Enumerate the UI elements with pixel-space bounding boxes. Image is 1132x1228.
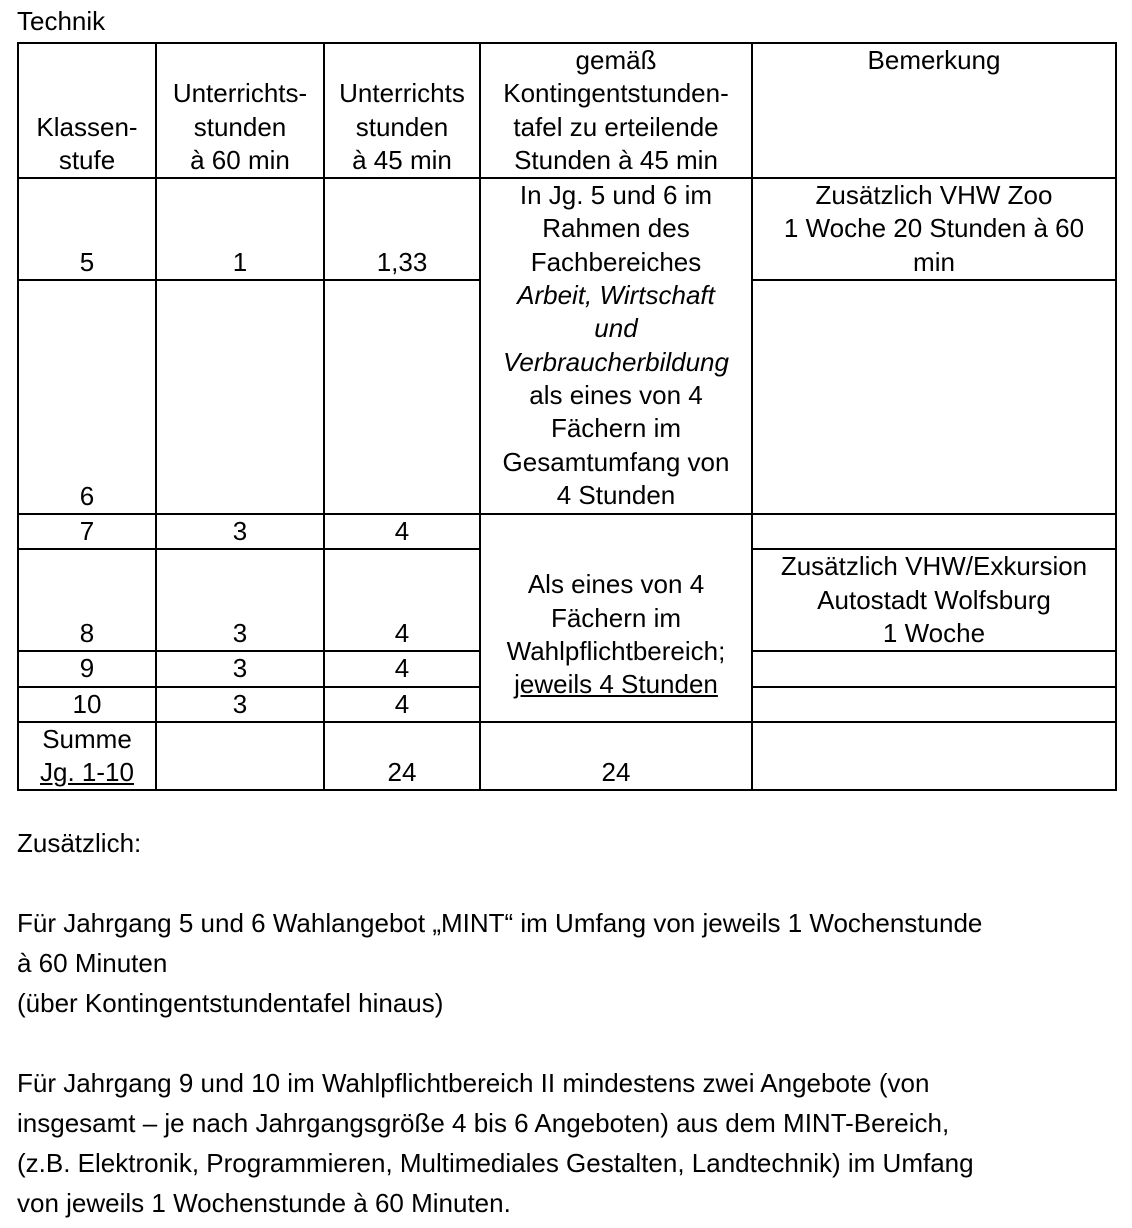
header-text: gemäß [575,45,657,75]
cell-kontingent: 24 [480,722,752,791]
cell-h45: 4 [324,651,480,686]
header-text: Unterrichts- [172,78,308,109]
notes-paragraph-line: Für Jahrgang 9 und 10 im Wahlpflichtbereich II mindestens zwei Angebote (von [17,1068,930,1098]
cell-text: Autostadt Wolfsburg [817,584,1051,615]
header-stunden-60 [156,43,324,178]
cell-text: Jg. 1-10 [40,757,134,788]
cell-stufe: 9 [18,651,156,686]
cell-h45: 4 [324,687,480,722]
cell-text: Zusätzlich VHW/Exkursion [780,551,1088,582]
cell-text: Zusätzlich VHW Zoo [815,180,1053,211]
cell-bemerkung [752,549,1116,651]
notes-intro: Zusätzlich: [17,828,142,858]
cell-text: 4 Stunden [556,479,676,510]
header-text: tafel zu erteilende [513,111,719,142]
cell-h45: 4 [324,549,480,651]
table-row-summe [18,722,1116,791]
header-text: stufe [58,144,116,175]
cell-text: Fächern im [550,413,682,444]
cell-stufe: 5 [18,178,156,280]
cell-bemerkung [752,651,1116,686]
notes-paragraph-line: von jeweils 1 Wochenstunde à 60 Minuten. [17,1188,511,1218]
cell-kontingent-5-6 [480,178,752,514]
cell-stufe: 7 [18,514,156,549]
header-bemerkung [752,43,1116,178]
cell-h45 [324,280,480,514]
cell-bemerkung [752,722,1116,791]
cell-h45: 1,33 [324,178,480,280]
cell-text: 1 Woche 20 Stunden à 60 [783,213,1085,244]
cell-text: Fachbereiches [530,246,702,277]
cell-text: als eines von 4 [529,379,703,410]
cell-text: Wahlpflichtbereich; [506,635,726,666]
cell-text: 1 Woche [882,617,986,648]
cell-h45: 4 [324,514,480,549]
notes-paragraph-line: (über Kontingentstundentafel hinaus) [17,988,444,1018]
header-text: Bemerkung [867,45,1001,75]
notes-paragraph-line: (z.B. Elektronik, Programmieren, Multimediales Gestalten, Landtechnik) im Umfang [17,1148,974,1178]
cell-h60: 3 [156,687,324,722]
header-text: à 60 min [190,144,290,175]
cell-text: min [913,246,955,277]
table-row-7 [18,514,1116,549]
spacer [17,863,1117,903]
header-text: Klassen- [36,111,138,142]
cell-h60 [156,280,324,514]
header-text: à 45 min [352,144,452,175]
cell-text: Summe [42,723,132,754]
cell-bemerkung [752,514,1116,549]
cell-stufe: 6 [18,280,156,514]
cell-text: Arbeit, Wirtschaft [517,280,715,311]
cell-text: In Jg. 5 und 6 im [519,180,713,211]
cell-h60: 3 [156,651,324,686]
spacer [17,1023,1117,1063]
cell-text: Als eines von 4 [527,569,705,600]
notes-paragraph-line: à 60 Minuten [17,948,168,978]
cell-text: Fächern im [550,602,682,633]
cell-stufe: 8 [18,549,156,651]
cell-h60: 3 [156,549,324,651]
cell-stufe: 10 [18,687,156,722]
cell-h60: 3 [156,514,324,549]
cell-h60 [156,722,324,791]
cell-text: Rahmen des [542,213,690,244]
cell-summe-label [18,722,156,791]
notes-paragraph-line: Für Jahrgang 5 und 6 Wahlangebot „MINT“ im Umfang von jeweils 1 Wochenstunde [17,908,983,938]
cell-text: Verbraucherbildung [503,346,729,377]
cell-kontingent-7-10 [480,514,752,722]
header-text: Unterrichts [339,78,465,109]
header-text: Stunden à 45 min [514,144,718,175]
cell-bemerkung [752,280,1116,514]
cell-h60: 1 [156,178,324,280]
cell-text: jeweils 4 Stunden [514,669,718,700]
cell-h45: 24 [324,722,480,791]
header-row [18,43,1116,178]
technik-table [17,42,1117,791]
table-row-5 [18,178,1116,280]
header-text: Kontingentstunden- [503,78,729,109]
cell-text: Gesamtumfang von [502,446,730,477]
header-text: stunden [355,111,449,142]
cell-bemerkung [752,178,1116,280]
notes-paragraph-line: insgesamt – je nach Jahrgangsgröße 4 bis 6 Angeboten) aus dem MINT-Bereich, [17,1108,950,1138]
header-stunden-45 [324,43,480,178]
header-text: stunden [193,111,287,142]
header-klassenstufe [18,43,156,178]
notes [17,823,1117,1223]
cell-text: und [594,313,638,344]
header-kontingent [480,43,752,178]
page-title: Technik [17,6,106,36]
cell-bemerkung [752,687,1116,722]
